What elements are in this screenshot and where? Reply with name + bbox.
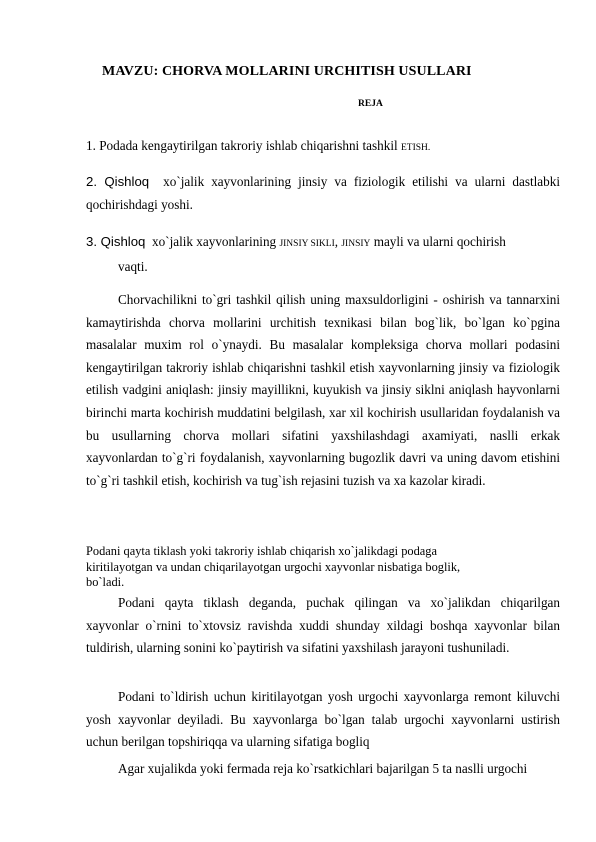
section-heading-line-3: bo`ladi. [86,575,125,589]
section-heading [86,544,526,591]
plan-item-3-text-b: , [334,234,342,249]
plan-item-2 [86,172,560,191]
plan-item-1-smallcaps: ETISH. [400,143,431,153]
plan-item-1-text: 1. Podada kengaytirilgan takroriy ishlab chiqarishni tashkil [86,138,401,153]
plan-item-2-text: xo`jalik xayvonlarining jinsiy va fiziologik etilishi va ularni dastlabki [163,174,560,189]
plan-item-3-smallcaps-2: JINSIY [341,239,371,249]
plan-item-3-number: 3. Qishloq [86,234,146,249]
plan-item-3 [86,232,560,254]
paragraph-3 [86,686,560,754]
plan-item-3-text-a: xo`jalik xayvonlarining [151,234,280,249]
paragraph-2-text: Podani qayta tiklash deganda, puchak qilingan va xo`jalikdan chiqarilgan xayvonlar o`rnini to`xtovsiz ravishda xuddi shunday xildagi boshqa xayvonlar bilan tuldirish, ularning sonini ko`paytirish va sifatini yaxshilash jarayoni tushuniladi. [86,595,560,656]
paragraph-4 [86,758,560,781]
paragraph-2 [86,592,560,660]
section-heading-line-2: kiritilayotgan va undan chiqarilayotgan urgochi xayvonlar nisbatiga boglik, [86,559,461,574]
paragraph-4-text: Agar xujalikda yoki fermada reja ko`rsatkichlari bajarilgan 5 ta naslli urgochi [118,761,528,776]
plan-heading: REJA [358,99,383,109]
plan-item-3-continuation: vaqti. [118,259,148,274]
plan-item-3-text-c: mayli va ularni qochirish [370,234,506,249]
paragraph-3-text: Podani to`ldirish uchun kiritilayotgan yosh urgochi xayvonlarga remont kiluvchi yosh xayvonlar deyiladi. Bu xayvonlarga bo`lgan talab urgochi xayvonlarni ustirish uchun berilgan topshiriqqa va ularning sifatiga bogliq [86,689,560,750]
plan-item-2-continuation: qochirishdagi yoshi. [86,197,193,212]
section-heading-line-1: Podani qayta tiklash yoki takroriy ishlab chiqarish xo`jalikdagi podaga [86,544,437,558]
paragraph-1-text: Chorvachilikni to`gri tashkil qilish uning maxsuldorligini - oshirish va tannarxini kamaytirishda chorva mollarini urchitish texnikasi bilan bog`lik, bo`lgan ko`pgina masalalar muxim rol o`ynaydi. Bu masalalar kompleksiga chorva mollari podasini kengaytirilgan takroriy ishlab chiqarishni tashkil etish xayvonlarning jinsiy va fiziologik etilish vadgini aniqlash: jinsiy mayillikni, kuyukish va jinsiy siklni aniqlash hayvonlarni birinchi marta kochirish muddatini belgilash, xar xil kochirish usullaridan foydalanish va bu usullarning chorva mollari sifatini yaxshilashdagi axamiyati, naslli erkak xayvonlardan to`g`ri foydalanish, xayvonlarning bugozlik davri va uning davom etishini to`g`ri tashkil etish, kochirish va tug`ish rejasini tuzish va xa kazolar kiradi. [86,292,560,488]
paragraph-1 [86,289,560,492]
plan-item-1 [86,136,560,158]
plan-item-3-smallcaps-1: JINSIY SIKLI [279,239,335,249]
plan-item-2-number: 2. Qishloq [86,174,150,189]
page-title: MAVZU: CHORVA MOLLARINI URCHITISH USULLARI [102,64,472,79]
